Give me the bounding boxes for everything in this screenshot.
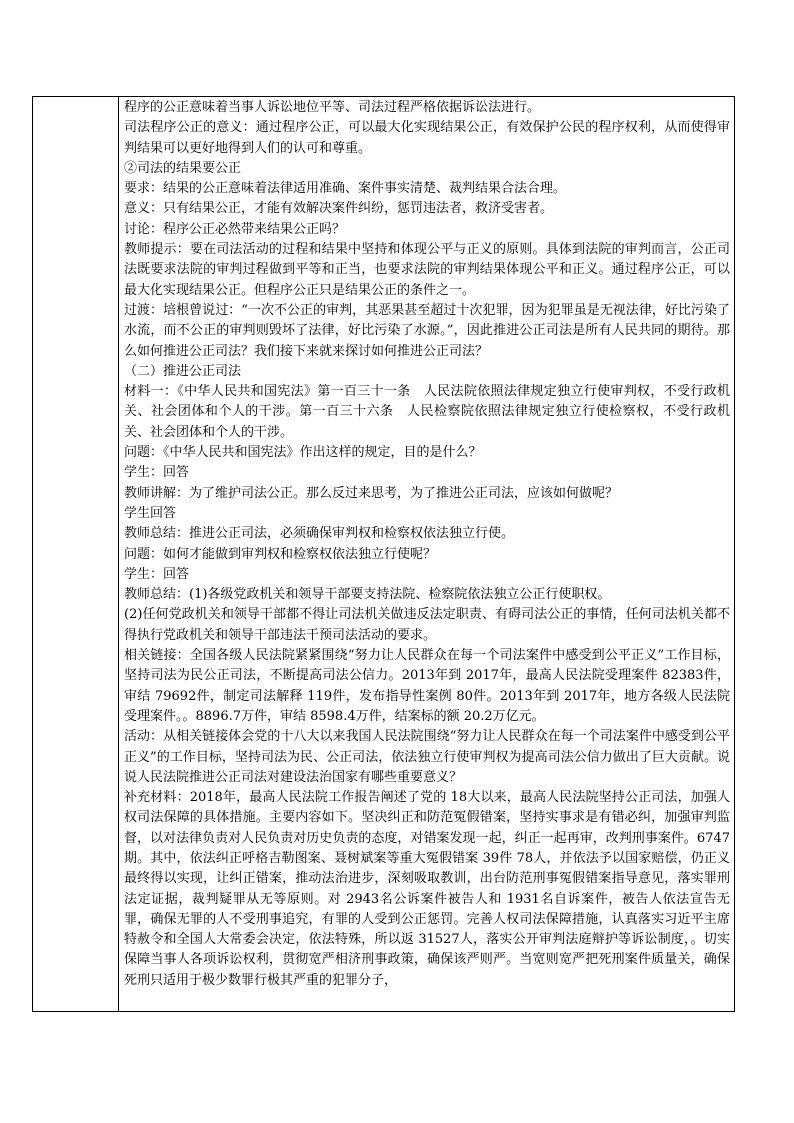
paragraph: 讨论：程序公正必然带来结果公正吗？ [124,221,346,237]
paragraph: 学生回答 [124,505,177,521]
section-heading: （二）推进公正司法 [124,363,242,379]
paragraph: 活动：从相关链接体会党的十八大以来我国人民法院围绕“努力让人民群众在每一个司法案件中感受到公平正义”的工作目标，坚持司法为民、公正司法，依法独立行使审判权为提高司法公信力做出了巨大贡献。说说人民法院推进公正司法对建设法治国家有哪些重要意义？ [124,729,730,785]
table-left-column [33,97,119,1011]
paragraph: 学生：回答 [124,566,190,582]
paragraph: 程序的公正意味着当事人诉讼地位平等、司法过程严格依据诉讼法进行。 [124,100,541,115]
paragraph: 教师讲解：为了维护司法公正。那么反过来思考，为了推进公正司法，应该如何做呢？ [124,485,619,501]
paragraph: 问题：《中华人民共和国宪法》作出这样的规定，目的是什么？ [124,445,482,461]
paragraph: 教师总结：(1)各级党政机关和领导干部要支持法院、检察院依法独立公正行使职权。 [124,587,611,603]
paragraph: 补充材料：2018年，最高人民法院工作报告阐述了党的 18大以来，最高人民法院坚持公正司法，加强人权司法保障的具体措施。主要内容如下。坚决纠正和防范冤假错案，坚持实事求是有错必纠，加强审判监督，以对法律负责对人民负责对历史负责的态度，对错案发现一起，纠正一起再审，改判刑事案件。6747期。其中，依法纠正呼格吉勒图案、聂树斌案等重大冤假错案 39件 78人，并依法予以国家赔偿，仍正义最终得以实现，让纠正错案，推动法治进步，深刻吸取教训，出台防范刑事冤假错案指导意见，落实罪刑法定证据，裁判疑罪从无等原则。对 2943名公诉案件被告人和 1931名自诉案件，被告人依法宣告无罪，确保无罪的人不受刑事追究，有罪的人受到公正惩罚。完善人权司法保障措施，认真落实习近平主席特赦令和全国人大常委会决定，依法特殊，所以返 31527人，落实公开审判法庭辩护等诉讼制度，。切实保障当事人各项诉讼权利，贯彻宽严相济刑事政策，确保该严则严。当宽则宽严把死刑案件质量关，确保死刑只适用于极少数罪行极其严重的犯罪分子， [124,790,730,988]
paragraph: 学生：回答 [124,465,190,481]
paragraph: ②司法的结果要公正 [124,160,242,176]
paragraph: 教师总结：推进公正司法，必须确保审判权和检察权依法独立行使。 [124,526,515,542]
paragraph: (2)任何党政机关和领导干部都不得让司法机关做违反法定职责、有碍司法公正的事情，任何司法机关都不得执行党政机关和领导干部违法干预司法活动的要求。 [124,607,730,643]
paragraph: 教师提示：要在司法活动的过程和结果中坚持和体现公平与正义的原则。具体到法院的审判而言，公正司法既要求法院的审判过程做到平等和正当，也要求法院的审判结果体现公平和正义。通过程序公正，可以最大化实现结果公正。但程序公正只是结果公正的条件之一。 [124,242,730,298]
paragraph: 意义：只有结果公正，才能有效解决案件纠纷，惩罚违法者，救济受害者。 [124,201,554,217]
paragraph: 过渡：培根曾说过：“一次不公正的审判，其恶果甚至超过十次犯罪，因为犯罪虽是无视法律，好比污染了水流，而不公正的审判则毁坏了法律，好比污染了水源。”，因此推进公正司法是所有人民共同的期待。那么如何推进公正司法？我们接下来就来探讨如何推进公正司法？ [124,302,730,359]
table-content-cell [124,98,730,991]
paragraph: 问题：如何才能做到审判权和检察权依法独立行使呢？ [124,546,437,562]
paragraph: 相关链接：全国各级人民法院紧紧围绕“努力让人民群众在每一个司法案件中感受到公平正义”工作目标，坚持司法为民公正司法，不断提高司法公信力。2013年到 2017年，最高人民法院受理案件 82383件，审结 79692件，制定司法解释 119件，发布指导性案例 80件。2013年到 2017年，地方各级人民法院受理案件。。8896.7万件，审结 8598.4万件，结案标的额 20.2万亿元。 [124,648,730,724]
paragraph: 材料一：《中华人民共和国宪法》第一百三十一条 人民法院依照法律规定独立行使审判权，不受行政机关、社会团体和个人的干涉。第一百三十六条 人民检察院依照法律规定独立行使检察权，不受行政机关、社会团体和个人的干涉。 [124,384,730,440]
document-table [32,96,735,1012]
paragraph: 司法程序公正的意义：通过程序公正，可以最大化实现结果公正，有效保护公民的程序权利，从而使得审判结果可以更好地得到人们的认可和尊重。 [124,120,730,156]
paragraph: 要求：结果的公正意味着法律适用准确、案件事实清楚、裁判结果合法合理。 [124,181,567,197]
